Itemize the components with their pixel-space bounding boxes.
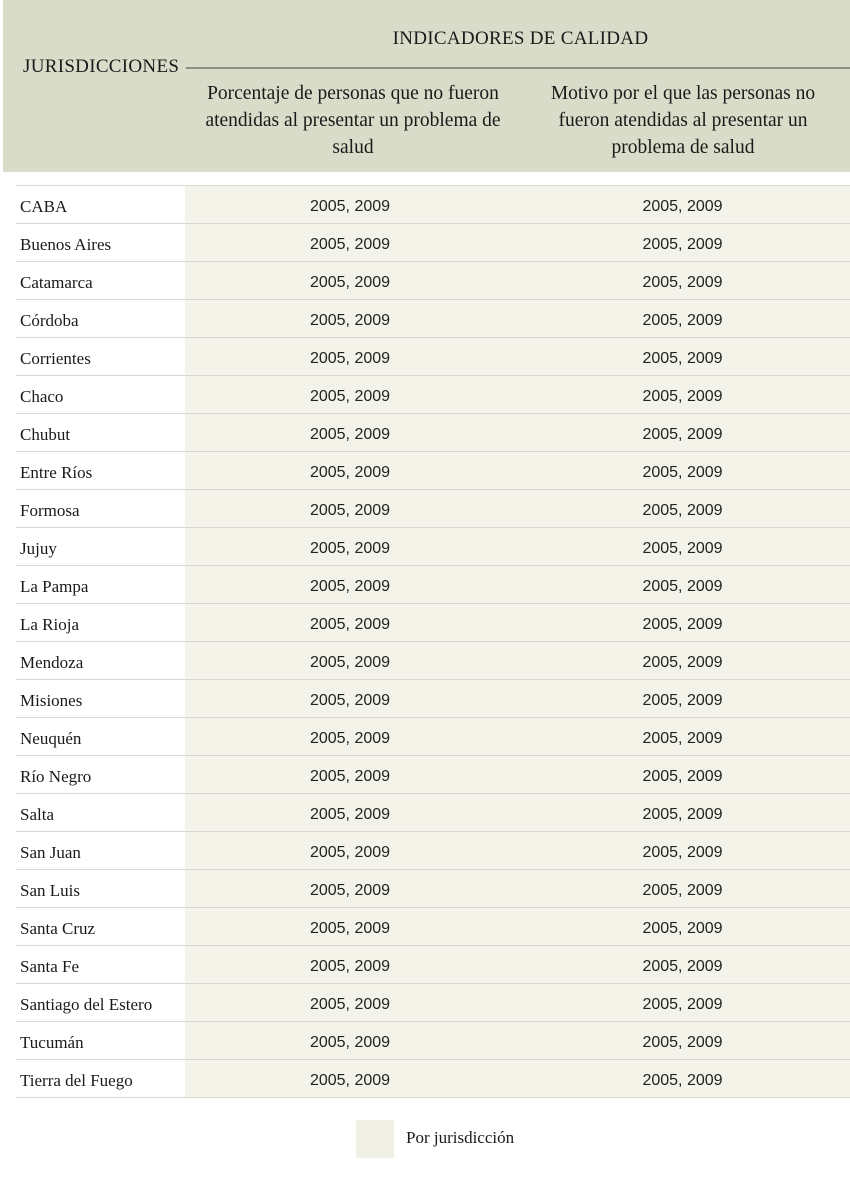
- quality-indicators-header: INDICADORES DE CALIDAD: [392, 28, 649, 49]
- reason-years-cell: 2005, 2009: [642, 616, 723, 633]
- reason-years-cell: 2005, 2009: [642, 1072, 723, 1089]
- table-row: [16, 831, 850, 869]
- table-row: [16, 489, 850, 527]
- table-row: [16, 679, 850, 717]
- percentage-years-cell: 2005, 2009: [309, 578, 391, 595]
- jurisdiction-name: Entre Ríos: [20, 463, 93, 482]
- jurisdiction-name: Catamarca: [20, 273, 93, 292]
- percentage-years-cell: 2005, 2009: [309, 198, 391, 215]
- jurisdiction-name: Tierra del Fuego: [20, 1071, 133, 1090]
- jurisdiction-name: Jujuy: [20, 539, 57, 558]
- reason-years-cell: 2005, 2009: [642, 654, 723, 671]
- jurisdiction-name: Buenos Aires: [20, 235, 112, 254]
- table-row: [16, 1059, 850, 1098]
- percentage-years-cell: 2005, 2009: [309, 350, 391, 367]
- reason-years-cell: 2005, 2009: [642, 502, 723, 519]
- reason-years-cell: 2005, 2009: [642, 844, 723, 861]
- table-row: [16, 907, 850, 945]
- percentage-years-cell: 2005, 2009: [309, 730, 391, 747]
- percentage-years-cell: 2005, 2009: [309, 540, 391, 557]
- jurisdiction-name: Córdoba: [20, 311, 79, 330]
- percentage-years-cell: 2005, 2009: [309, 996, 391, 1013]
- jurisdiction-name: Chubut: [20, 425, 71, 444]
- table-row: [16, 299, 850, 337]
- table-row: [16, 793, 850, 831]
- jurisdiction-name: Misiones: [20, 691, 83, 710]
- reason-years-cell: 2005, 2009: [642, 730, 723, 747]
- percentage-years-cell: 2005, 2009: [309, 958, 391, 975]
- table-row: [16, 527, 850, 565]
- table-row: [16, 565, 850, 603]
- percentage-years-cell: 2005, 2009: [309, 616, 391, 633]
- reason-years-cell: 2005, 2009: [642, 920, 723, 937]
- table-row: [16, 223, 850, 261]
- reason-years-cell: 2005, 2009: [642, 806, 723, 823]
- percentage-years-cell: 2005, 2009: [309, 274, 391, 291]
- reason-years-cell: 2005, 2009: [642, 350, 723, 367]
- table-row: [16, 983, 850, 1021]
- percentage-years-cell: 2005, 2009: [309, 806, 391, 823]
- reason-years-cell: 2005, 2009: [642, 426, 723, 443]
- percentage-years-cell: 2005, 2009: [309, 654, 391, 671]
- percentage-years-cell: 2005, 2009: [309, 1034, 391, 1051]
- percentage-years-cell: 2005, 2009: [309, 1072, 391, 1089]
- jurisdiction-name: Santiago del Estero: [20, 995, 153, 1014]
- reason-years-cell: 2005, 2009: [642, 540, 723, 557]
- table-row: [16, 413, 850, 451]
- reason-years-cell: 2005, 2009: [642, 768, 723, 785]
- table-row: [16, 185, 850, 223]
- table-header: [3, 0, 850, 172]
- reason-years-cell: 2005, 2009: [642, 198, 723, 215]
- jurisdiction-name: San Juan: [20, 843, 81, 862]
- reason-years-cell: 2005, 2009: [642, 578, 723, 595]
- reason-years-cell: 2005, 2009: [642, 1034, 723, 1051]
- percentage-years-cell: 2005, 2009: [309, 768, 391, 785]
- reason-years-cell: 2005, 2009: [642, 996, 723, 1013]
- jurisdiction-name: Tucumán: [20, 1033, 84, 1052]
- jurisdictions-header: JURISDICCIONES: [23, 56, 180, 77]
- jurisdiction-name: La Pampa: [20, 577, 89, 596]
- header-divider: [186, 67, 850, 69]
- table-row: [16, 945, 850, 983]
- jurisdiction-name: La Rioja: [20, 615, 80, 634]
- reason-years-cell: 2005, 2009: [642, 692, 723, 709]
- column-header-percentage: Porcentaje de personas que no fueron atendidas al presentar un problema de salud: [205, 83, 501, 158]
- jurisdiction-name: CABA: [20, 197, 68, 216]
- table-row: [16, 603, 850, 641]
- reason-years-cell: 2005, 2009: [642, 388, 723, 405]
- percentage-years-cell: 2005, 2009: [309, 692, 391, 709]
- table-row: [16, 375, 850, 413]
- table-row: [16, 337, 850, 375]
- percentage-years-cell: 2005, 2009: [309, 236, 391, 253]
- jurisdiction-name: Formosa: [20, 501, 80, 520]
- table-row: [16, 451, 850, 489]
- reason-years-cell: 2005, 2009: [642, 882, 723, 899]
- column-header-reason: Motivo por el que las personas no fueron atendidas al presentar un problema de salud: [550, 83, 816, 158]
- jurisdiction-name: Corrientes: [20, 349, 91, 368]
- jurisdiction-name: Salta: [20, 805, 54, 824]
- percentage-years-cell: 2005, 2009: [309, 312, 391, 329]
- table-row: [16, 869, 850, 907]
- table-row: [16, 641, 850, 679]
- jurisdiction-name: Santa Fe: [20, 957, 80, 976]
- reason-years-cell: 2005, 2009: [642, 274, 723, 291]
- table-row: [16, 1021, 850, 1059]
- table-body: [16, 185, 850, 1098]
- table-row: [16, 755, 850, 793]
- jurisdiction-name: Chaco: [20, 387, 64, 406]
- reason-years-cell: 2005, 2009: [642, 312, 723, 329]
- percentage-years-cell: 2005, 2009: [309, 844, 391, 861]
- jurisdiction-name: Río Negro: [20, 767, 92, 786]
- reason-years-cell: 2005, 2009: [642, 236, 723, 253]
- table-row: [16, 717, 850, 755]
- percentage-years-cell: 2005, 2009: [309, 920, 391, 937]
- percentage-years-cell: 2005, 2009: [309, 882, 391, 899]
- legend-label: Por jurisdicción: [406, 1128, 515, 1147]
- percentage-years-cell: 2005, 2009: [309, 464, 391, 481]
- reason-years-cell: 2005, 2009: [642, 464, 723, 481]
- legend-swatch: [356, 1120, 394, 1158]
- jurisdiction-name: Mendoza: [20, 653, 84, 672]
- table-row: [16, 261, 850, 299]
- percentage-years-cell: 2005, 2009: [309, 502, 391, 519]
- reason-years-cell: 2005, 2009: [642, 958, 723, 975]
- jurisdiction-name: Santa Cruz: [20, 919, 96, 938]
- jurisdiction-name: San Luis: [20, 881, 80, 900]
- percentage-years-cell: 2005, 2009: [309, 426, 391, 443]
- jurisdiction-name: Neuquén: [20, 729, 82, 748]
- percentage-years-cell: 2005, 2009: [309, 388, 391, 405]
